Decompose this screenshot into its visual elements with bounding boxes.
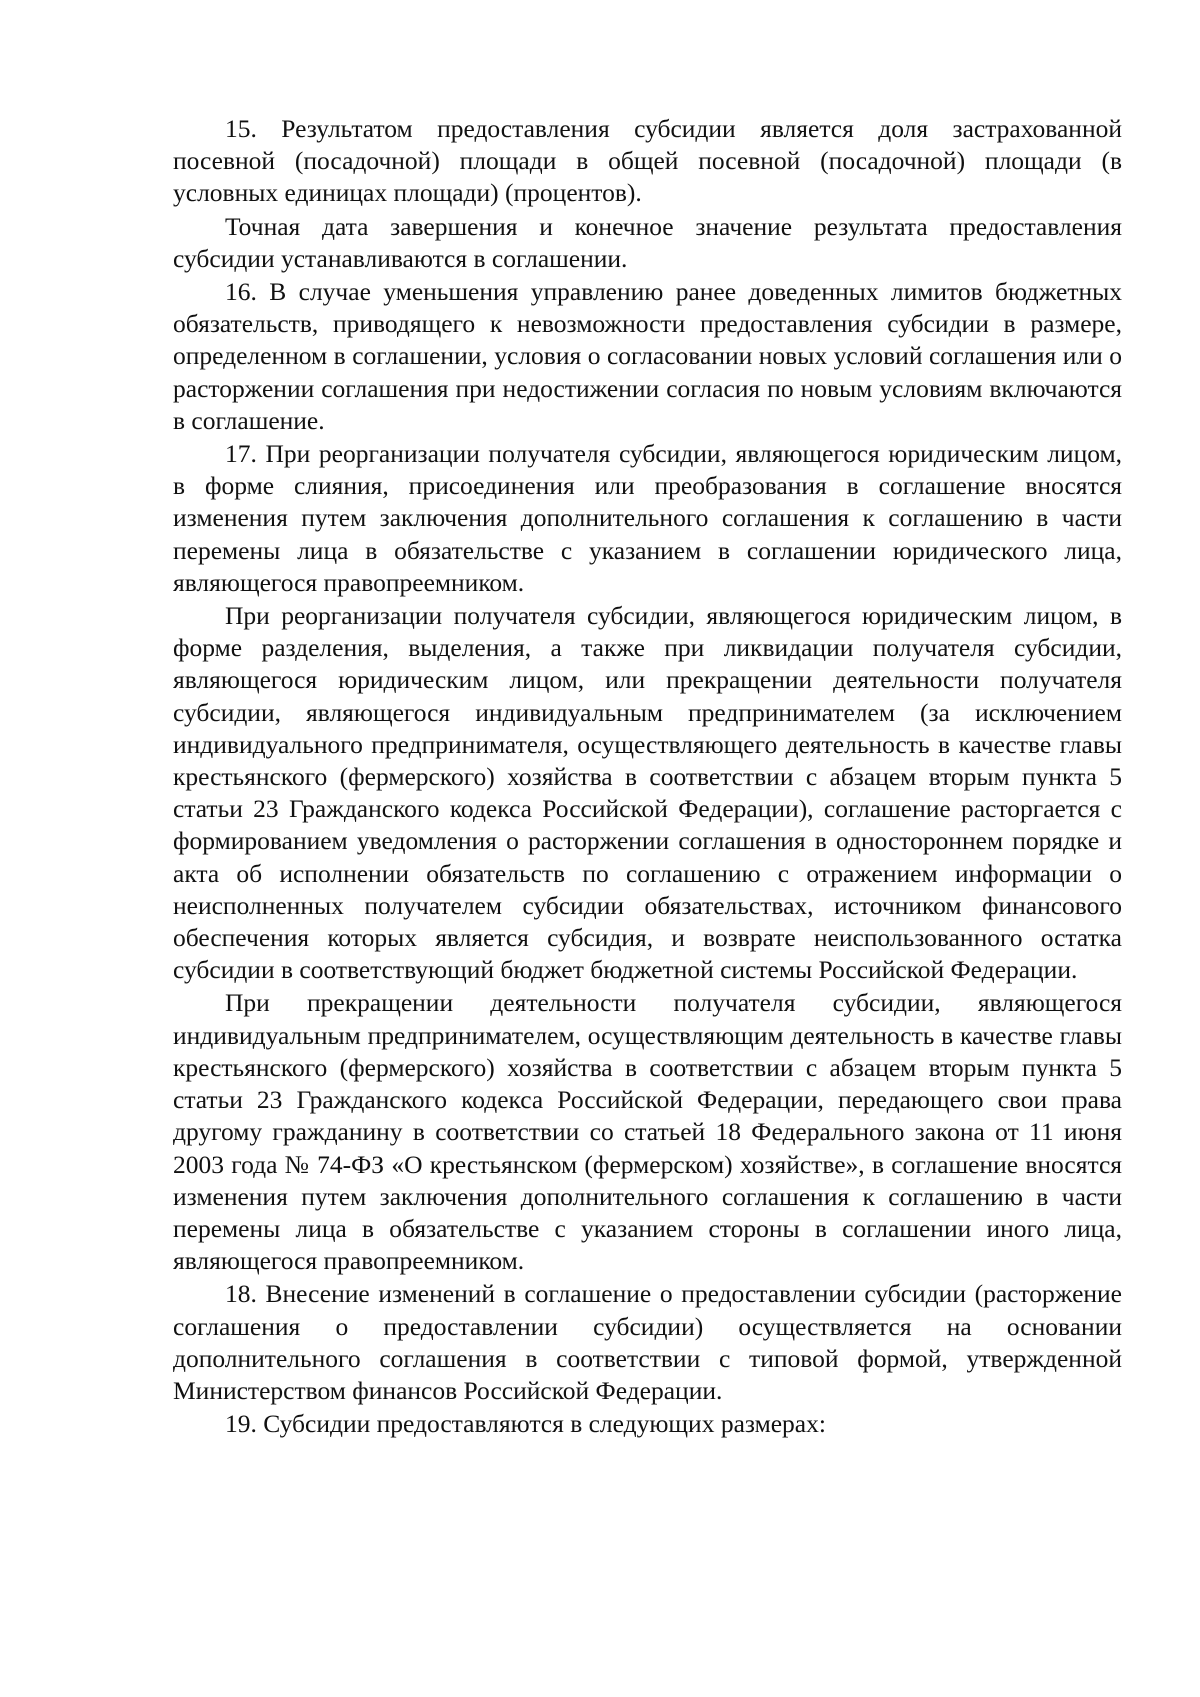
paragraph-19: 19. Субсидии предоставляются в следующих размерах: xyxy=(225,1409,826,1439)
paragraph-15-date: Точная дата завершения и конечное значение результата предоставления субсидии устанавливаются в соглашении. xyxy=(173,211,1122,273)
paragraph-17-split: При реорганизации получателя субсидии, являющегося юридическим лицом, в форме разделения, выделения, а также при ликвидации получателя субсидии, являющегося юридическим лицом, или прекращении деятельности получателя субсидии, являющегося индивидуальным предпринимателем (за исключением индивидуального предпринимателя, осуществляющего деятельность в качестве главы крестьянского (фермерского) хозяйства в соответствии с абзацем вторым пункта 5 статьи 23 Гражданского кодекса Российской Федерации), соглашение расторгается с формированием уведомления о расторжении соглашения в одностороннем порядке и акта об исполнении обязательств по соглашению с отражением информации о неисполненных получателем субсидии обязательствах, источником финансового обеспечения которых является субсидия, и возврате неиспользованного остатка субсидии в соответствующий бюджет бюджетной системы Российской Федерации. xyxy=(173,601,1122,985)
document-page xyxy=(173,113,1122,1441)
paragraph-15: 15. Результатом предоставления субсидии является доля застрахованной посевной (посадочной) площади в общей посевной (посадочной) площади (в условных единицах площади) (процентов). xyxy=(173,114,1122,208)
paragraph-17: 17. При реорганизации получателя субсидии, являющегося юридическим лицом, в форме слияния, присоединения или преобразования в соглашение вносятся изменения путем заключения дополнительного соглашения к соглашению в части перемены лица в обязательстве с указанием в соглашении юридического лица, являющегося правопреемником. xyxy=(173,439,1122,597)
paragraph-17-termination: При прекращении деятельности получателя субсидии, являющегося индивидуальным предпринимателем, осуществляющим деятельность в качестве главы крестьянского (фермерского) хозяйства в соответствии с абзацем вторым пункта 5 статьи 23 Гражданского кодекса Российской Федерации, передающего свои права другому гражданину в соответствии со статьей 18 Федерального закона от 11 июня 2003 года № 74-ФЗ «О крестьянском (фермерском) хозяйстве», в соглашение вносятся изменения путем заключения дополнительного соглашения к соглашению в части перемены лица в обязательстве с указанием стороны в соглашении иного лица, являющегося правопреемником. xyxy=(173,988,1122,1276)
paragraph-18: 18. Внесение изменений в соглашение о предоставлении субсидии (расторжение соглашения о предоставлении субсидии) осуществляется на основании дополнительного соглашения в соответствии с типовой формой, утвержденной Министерством финансов Российской Федерации. xyxy=(173,1279,1122,1405)
paragraph-16: 16. В случае уменьшения управлению ранее доведенных лимитов бюджетных обязательств, приводящего к невозможности предоставления субсидии в размере, определенном в соглашении, условия о согласовании новых условий соглашения или о расторжении соглашения при недостижении согласия по новым условиям включаются в соглашение. xyxy=(173,277,1122,435)
